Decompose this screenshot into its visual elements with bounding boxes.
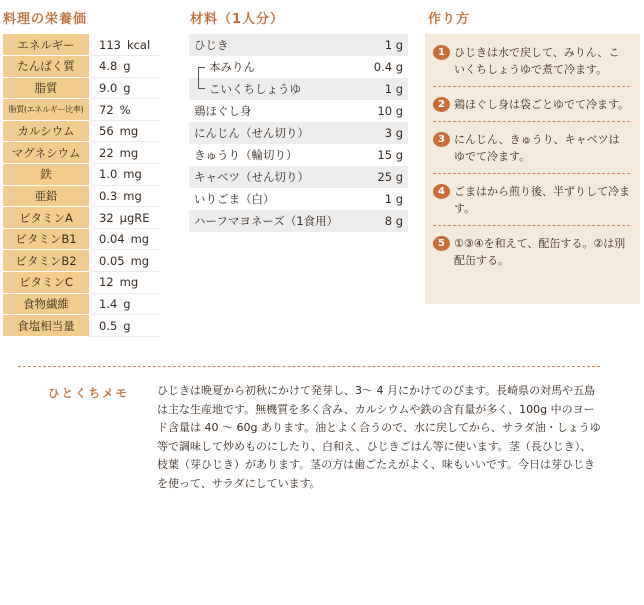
nutrient-label: ビタミンA <box>3 207 89 229</box>
step-text: 鶏ほぐし身は袋ごとゆでて冷ます。 <box>454 98 630 111</box>
nutrient-label: 鉄 <box>3 164 89 186</box>
nutrient-value-cell <box>89 142 161 164</box>
nutrient-unit: mg <box>123 188 142 203</box>
nutrient-unit: g <box>123 59 131 74</box>
nutrient-label: 亜鉛 <box>3 185 89 207</box>
nutrient-label: ビタミンB1 <box>3 228 89 250</box>
ingredient-row <box>189 210 408 232</box>
nutrient-value-cell <box>89 77 161 99</box>
nutrient-label: 食塩相当量 <box>3 315 89 337</box>
ingredient-amount: 15 g <box>377 148 403 162</box>
nutrient-label: カルシウム <box>3 120 89 142</box>
nutrient-label: たんぱく質 <box>3 56 89 78</box>
ingredient-name: こいくちしょうゆ <box>209 82 301 96</box>
step-number-badge: 2 <box>433 97 450 112</box>
ingredient-row <box>189 56 408 78</box>
nutrient-value-cell <box>89 228 161 250</box>
ingredient-name: にんじん（せん切り） <box>189 122 364 144</box>
nutrient-label: ビタミンC <box>3 272 89 294</box>
step-item <box>433 44 630 87</box>
step-text: ①③④を和えて、配缶する。②は別配缶する。 <box>454 237 626 267</box>
ingredient-amount: 8 g <box>364 210 408 232</box>
ingredient-amount: 25 g <box>364 166 408 188</box>
nutrition-row <box>3 56 161 78</box>
nutrient-label: マグネシウム <box>3 142 89 164</box>
nutrient-unit: mg <box>130 232 150 247</box>
section-divider <box>18 366 600 367</box>
nutrient-unit: kcal <box>126 37 151 52</box>
step-item <box>433 131 630 174</box>
nutrition-row <box>3 142 161 164</box>
nutrient-value: 0.3 <box>99 188 118 203</box>
memo-title: ひとくちメモ <box>48 386 129 400</box>
ingredients-title: 材料（1人分） <box>190 12 285 27</box>
nutrient-value: 56 <box>99 124 114 139</box>
steps-title: 作り方 <box>428 12 471 27</box>
ingredient-amount: 3 g <box>364 122 408 144</box>
nutrition-row <box>3 293 161 315</box>
nutrient-value-cell <box>89 120 161 142</box>
ingredient-name: キャベツ（せん切り） <box>189 166 364 188</box>
nutrient-unit: g <box>123 80 131 95</box>
nutrition-row <box>3 99 161 121</box>
ingredient-name: ひじき <box>189 34 364 56</box>
ingredient-name: ハーフマヨネーズ（1食用） <box>189 210 364 232</box>
nutrition-row <box>3 315 161 337</box>
nutrient-value-cell <box>89 99 161 121</box>
step-number-badge: 3 <box>433 132 450 147</box>
ingredient-row <box>189 78 408 100</box>
nutrient-unit: g <box>123 296 131 311</box>
ingredient-name: いりごま（白） <box>194 192 275 206</box>
nutrition-row <box>3 250 161 272</box>
ingredient-amount: 0.4 g <box>373 60 403 74</box>
ingredients-table <box>189 34 408 232</box>
ingredient-amount: 1 g <box>384 192 403 206</box>
memo-text: ひじきは晩夏から初秋にかけて発芽し、3～ 4 月にかけてのびます。長崎県の対馬や五島は主な生産地です。無機質を多く含み、カルシウムや鉄の含有量が多く、100g 中のヨード含量は 40 ～ 60g あります。油とよく合うので、水に戻してから、サラダ油・しょうゆ等で調味して炒めものにしたり、白和え、ひじきごはん等に使います。茎（長ひじき）、枝葉（芽ひじき）があります。茎の方は歯ごたえがよく、味もいいです。今日は芽ひじきを使って、サラダにしています。 <box>157 384 601 490</box>
nutrient-value: 72 <box>99 102 114 117</box>
ingredient-row <box>189 100 408 122</box>
nutrient-unit: mg <box>123 167 142 182</box>
ingredient-name: 鶏ほぐし身 <box>194 104 252 118</box>
nutrient-unit: mg <box>119 275 139 290</box>
nutrition-row <box>3 228 161 250</box>
nutrient-label: エネルギー <box>3 34 89 56</box>
nutrient-value: 4.8 <box>99 59 118 74</box>
ingredient-row <box>189 34 408 56</box>
nutrition-row <box>3 164 161 186</box>
ingredient-amount: 1 g <box>364 34 408 56</box>
nutrition-table <box>3 34 161 337</box>
nutrient-value: 0.04 <box>99 232 125 247</box>
nutrient-label: ビタミンB2 <box>3 250 89 272</box>
nutrient-value-cell <box>89 293 161 315</box>
nutrient-value: 0.5 <box>99 318 118 333</box>
nutrition-row <box>3 120 161 142</box>
step-item <box>433 183 630 226</box>
brace-mark <box>198 78 205 89</box>
nutrition-row <box>3 207 161 229</box>
nutrient-value-cell <box>89 315 161 337</box>
nutrient-value: 12 <box>99 275 114 290</box>
nutrient-unit: % <box>119 102 131 117</box>
ingredient-name: 本みりん <box>209 60 255 74</box>
step-text: ごまはから煎り後、半ずりして冷ます。 <box>454 185 630 215</box>
nutrient-label: 脂質(エネルギー比率) <box>3 99 89 121</box>
ingredient-row <box>189 166 408 188</box>
nutrition-row <box>3 272 161 294</box>
brace-mark <box>198 67 205 78</box>
nutrient-value-cell <box>89 185 161 207</box>
nutrient-value: 1.0 <box>99 167 118 182</box>
nutrient-value: 0.05 <box>99 253 125 268</box>
nutrient-value-cell <box>89 207 161 229</box>
nutrition-row <box>3 185 161 207</box>
nutrient-value-cell <box>89 250 161 272</box>
step-number-badge: 1 <box>433 45 450 60</box>
nutrient-value: 22 <box>99 145 114 160</box>
nutrient-label: 食物繊維 <box>3 293 89 315</box>
step-text: ひじきは水で戻して、みりん、こいくちしょうゆで煮て冷ます。 <box>454 46 620 76</box>
nutrient-unit: mg <box>130 253 150 268</box>
steps-panel <box>425 34 640 304</box>
nutrient-value-cell <box>89 34 161 56</box>
step-text: にんじん、きゅうり、キャベツはゆでて冷ます。 <box>454 133 620 163</box>
nutrient-unit: mg <box>119 145 139 160</box>
nutrient-unit: μgRE <box>119 210 150 225</box>
nutrition-row <box>3 77 161 99</box>
nutrient-label: 脂質 <box>3 77 89 99</box>
nutrient-unit: g <box>123 318 131 333</box>
step-item <box>433 235 630 277</box>
nutrition-row <box>3 34 161 56</box>
ingredient-row <box>189 144 408 166</box>
step-number-badge: 5 <box>433 236 450 251</box>
ingredient-amount: 10 g <box>377 104 403 118</box>
nutrient-value: 9.0 <box>99 80 118 95</box>
ingredient-row <box>189 122 408 144</box>
ingredient-row <box>189 188 408 210</box>
nutrient-value-cell <box>89 272 161 294</box>
step-item <box>433 96 630 122</box>
nutrition-title: 料理の栄養価 <box>3 12 88 27</box>
nutrient-value-cell <box>89 164 161 186</box>
ingredient-amount: 1 g <box>364 78 408 100</box>
nutrient-value: 113 <box>99 37 121 52</box>
nutrient-value-cell <box>89 56 161 78</box>
nutrient-value: 32 <box>99 210 114 225</box>
ingredient-name: きゅうり（輪切り） <box>194 148 298 162</box>
nutrient-unit: mg <box>119 124 139 139</box>
step-number-badge: 4 <box>433 184 450 199</box>
nutrient-value: 1.4 <box>99 296 118 311</box>
